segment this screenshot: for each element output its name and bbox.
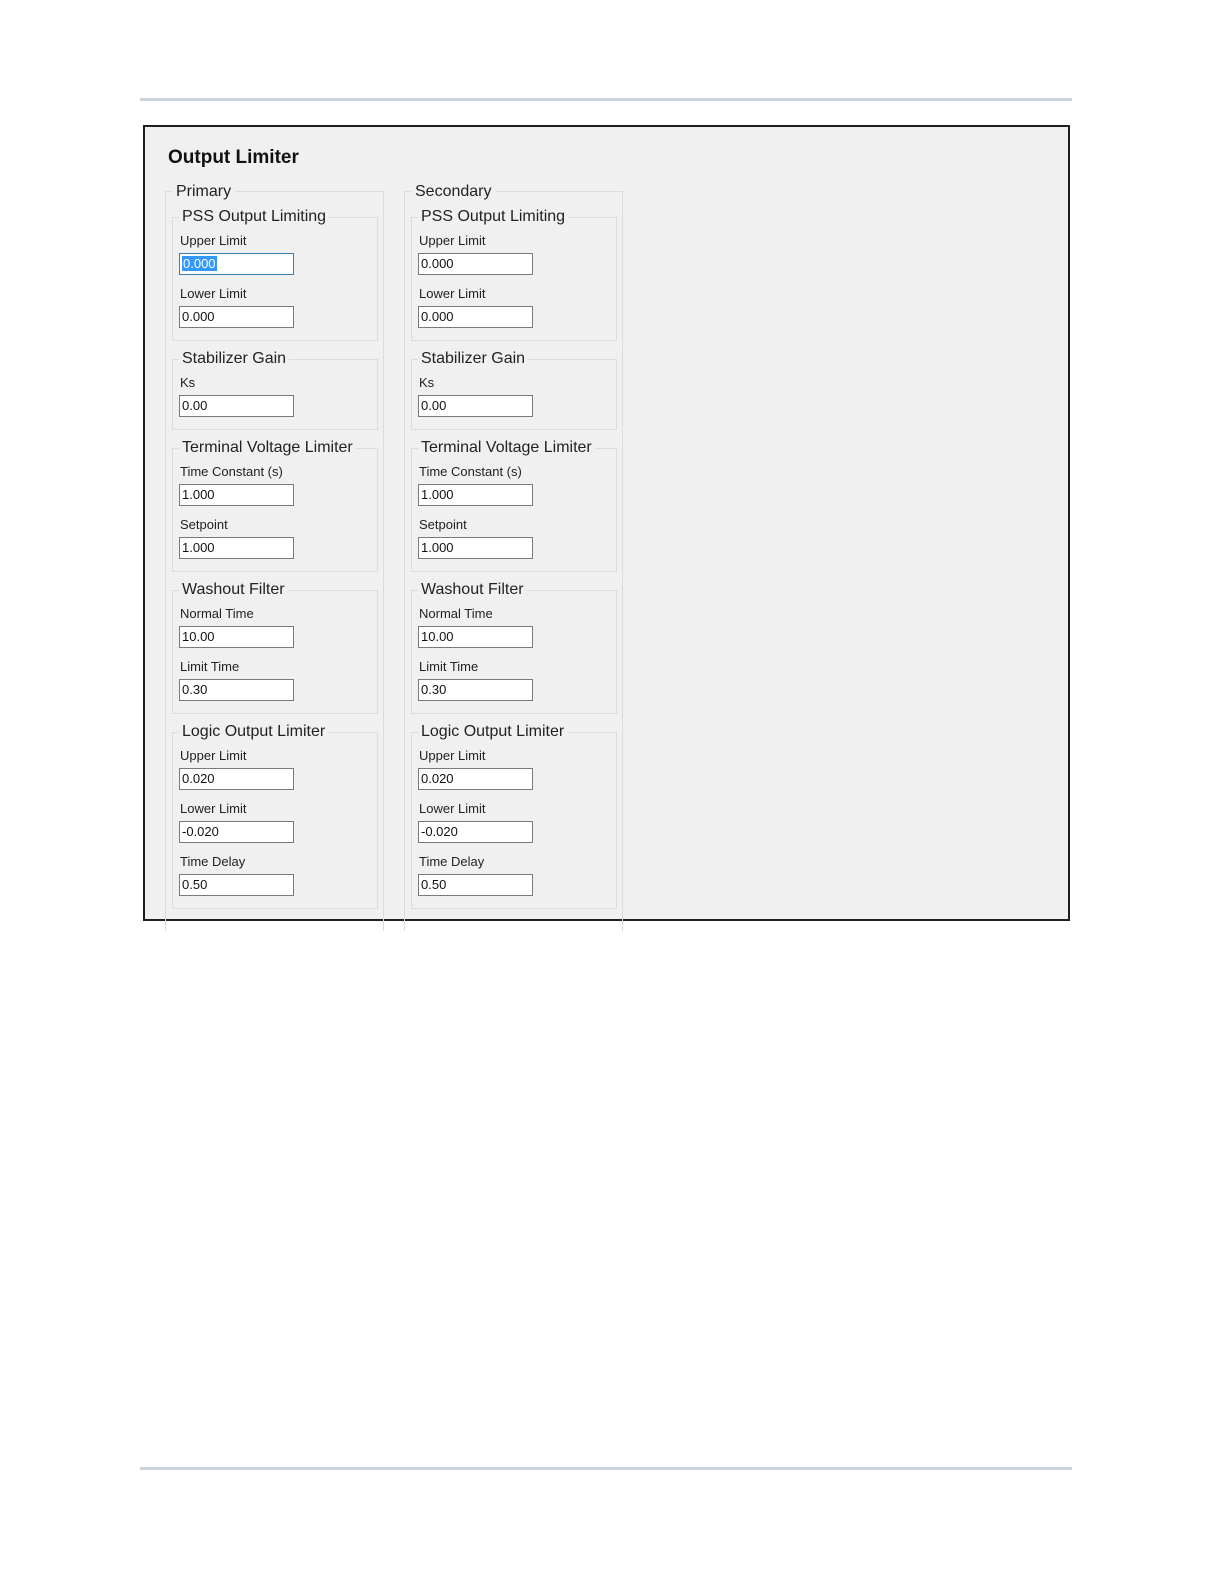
group-title: Washout Filter [179,581,288,599]
window-title: Output Limiter [168,147,299,168]
field-label: Lower Limit [180,801,247,816]
primary-pss-upper-limit-input[interactable] [179,253,294,275]
field-label: Lower Limit [419,801,486,816]
group-title: Washout Filter [418,581,527,599]
primary-limit-time-input[interactable]: 0.30 [179,679,294,701]
field-label: Upper Limit [180,233,247,248]
group-title: PSS Output Limiting [418,208,568,226]
field-label: Ks [419,375,435,390]
footer-rule [140,1467,1072,1470]
field-label: Time Delay [180,854,246,869]
secondary-logic-lower-limit-input[interactable]: -0.020 [418,821,533,843]
field-label: Ks [180,375,196,390]
primary-terminal-voltage-limiter-group [172,439,378,572]
field-label: Upper Limit [419,748,486,763]
group-title: Stabilizer Gain [418,350,528,368]
secondary-logic-output-limiter-group [411,723,617,909]
field-label: Setpoint [419,517,467,532]
secondary-terminal-voltage-limiter-group [411,439,617,572]
primary-setpoint-input[interactable]: 1.000 [179,537,294,559]
secondary-pss-lower-limit-input[interactable]: 0.000 [418,306,533,328]
secondary-normal-time-input[interactable]: 10.00 [418,626,533,648]
field-label: Time Constant (s) [419,464,522,479]
secondary-washout-filter-group [411,581,617,714]
header-rule [140,98,1072,101]
secondary-time-constant-input[interactable]: 1.000 [418,484,533,506]
secondary-logic-upper-limit-input[interactable]: 0.020 [418,768,533,790]
field-label: Time Constant (s) [180,464,283,479]
primary-time-constant-input[interactable]: 1.000 [179,484,294,506]
secondary-time-delay-input[interactable]: 0.50 [418,874,533,896]
primary-pss-output-limiting-group [172,208,378,341]
field-label: Limit Time [419,659,479,674]
secondary-title: Secondary [411,183,496,201]
primary-title: Primary [172,183,235,201]
primary-stabilizer-gain-group [172,350,378,430]
primary-groupbox [165,183,384,931]
group-title: Logic Output Limiter [179,723,328,741]
secondary-limit-time-input[interactable]: 0.30 [418,679,533,701]
primary-time-delay-input[interactable]: 0.50 [179,874,294,896]
secondary-pss-output-limiting-group [411,208,617,341]
primary-pss-lower-limit-input[interactable]: 0.000 [179,306,294,328]
group-title: Terminal Voltage Limiter [179,439,356,457]
selected-text: 0.000 [183,256,216,271]
primary-washout-filter-group [172,581,378,714]
secondary-pss-upper-limit-input[interactable]: 0.000 [418,253,533,275]
field-label: Upper Limit [180,748,247,763]
secondary-groupbox [404,183,623,931]
secondary-stabilizer-gain-group [411,350,617,430]
field-label: Time Delay [419,854,485,869]
field-label: Lower Limit [419,286,486,301]
field-label: Normal Time [180,606,254,621]
secondary-ks-input[interactable]: 0.00 [418,395,533,417]
group-title: PSS Output Limiting [179,208,329,226]
field-label: Lower Limit [180,286,247,301]
field-label: Setpoint [180,517,228,532]
secondary-setpoint-input[interactable]: 1.000 [418,537,533,559]
primary-logic-output-limiter-group [172,723,378,909]
field-label: Limit Time [180,659,240,674]
primary-normal-time-input[interactable]: 10.00 [179,626,294,648]
group-title: Terminal Voltage Limiter [418,439,595,457]
group-title: Stabilizer Gain [179,350,289,368]
primary-logic-lower-limit-input[interactable]: -0.020 [179,821,294,843]
field-label: Normal Time [419,606,493,621]
primary-logic-upper-limit-input[interactable]: 0.020 [179,768,294,790]
output-limiter-window [143,125,1070,921]
primary-ks-input[interactable]: 0.00 [179,395,294,417]
group-title: Logic Output Limiter [418,723,567,741]
field-label: Upper Limit [419,233,486,248]
